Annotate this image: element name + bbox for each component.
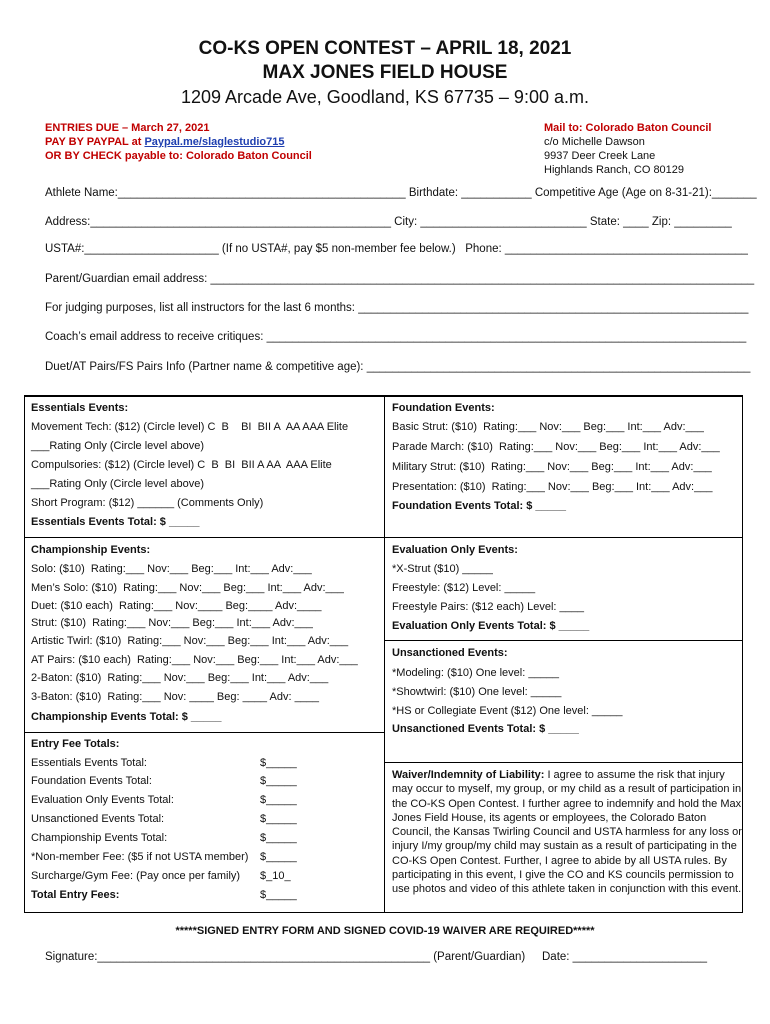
- date-line[interactable]: Date: _____________________: [542, 951, 707, 963]
- fee-value[interactable]: $_10_: [260, 870, 291, 882]
- foundation-line[interactable]: Presentation: ($10) Rating:___ Nov:___ Beg:___ Int:___ Adv:___: [392, 481, 713, 493]
- fee-label: *Non-member Fee: ($5 if not USTA member): [31, 851, 249, 863]
- essentials-total[interactable]: Essentials Events Total: $ _____: [31, 516, 200, 528]
- instructors-line[interactable]: For judging purposes, list all instructors for the last 6 months: _____________________________________________________________: [45, 302, 749, 314]
- foundation-heading: Foundation Events:: [392, 402, 495, 414]
- championship-line[interactable]: 3-Baton: ($10) Rating:___ Nov: ____ Beg: ____ Adv: ____: [31, 691, 320, 703]
- mail-line-1: c/o Michelle Dawson: [544, 136, 645, 148]
- championship-line[interactable]: Strut: ($10) Rating:___ Nov:___ Beg:___ Int:___ Adv:___: [31, 617, 313, 629]
- events-box-left: [24, 395, 25, 913]
- championship-line[interactable]: Duet: ($10 each) Rating:___ Nov:____ Beg:____ Adv:____: [31, 600, 322, 612]
- fee-label: Unsanctioned Events Total:: [31, 813, 165, 825]
- fee-value[interactable]: $_____: [260, 813, 297, 825]
- usta-line[interactable]: USTA#:_____________________ (If no USTA#, pay $5 non-member fee below.) Phone: ______________________________________: [45, 243, 748, 255]
- waiver-text: [392, 768, 742, 897]
- partner-info-line[interactable]: Duet/AT Pairs/FS Pairs Info (Partner name & competitive age): ____________________________________________________________: [45, 361, 751, 373]
- events-box-divider: [384, 395, 385, 912]
- foundation-line[interactable]: Basic Strut: ($10) Rating:___ Nov:___ Beg:___ Int:___ Adv:___: [392, 421, 704, 433]
- required-notice: *****SIGNED ENTRY FORM AND SIGNED COVID-19 WAIVER ARE REQUIRED*****: [175, 925, 595, 937]
- championship-line[interactable]: 2-Baton: ($10) Rating:___ Nov:___ Beg:___ Int:___ Adv:___: [31, 672, 329, 684]
- events-box-top: [24, 395, 742, 397]
- page-title: CO-KS OPEN CONTEST – APRIL 18, 2021: [198, 38, 572, 59]
- fee-label: Essentials Events Total:: [31, 757, 147, 769]
- paypal-prefix: PAY BY PAYPAL at: [45, 136, 145, 148]
- mail-line-2: 9937 Deer Creek Lane: [544, 150, 656, 162]
- events-box-bottom: [24, 912, 743, 913]
- row-divider-right-2: [384, 640, 742, 641]
- championship-heading: Championship Events:: [31, 544, 151, 556]
- paypal-line: [45, 136, 284, 148]
- fee-label: Foundation Events Total:: [31, 775, 152, 787]
- mail-heading: Mail to: Colorado Baton Council: [544, 122, 712, 134]
- fee-value[interactable]: $_____: [260, 757, 297, 769]
- foundation-line[interactable]: Military Strut: ($10) Rating:___ Nov:___ Beg:___ Int:___ Adv:___: [392, 461, 712, 473]
- essentials-line[interactable]: Compulsories: ($12) (Circle level) C B BI BII A AA AAA Elite: [31, 459, 332, 471]
- check-line: OR BY CHECK payable to: Colorado Baton Council: [45, 150, 312, 162]
- essentials-line[interactable]: ___Rating Only (Circle level above): [31, 478, 205, 490]
- fee-value[interactable]: $_____: [260, 794, 297, 806]
- fee-label: Surcharge/Gym Fee: (Pay once per family): [31, 870, 241, 882]
- signature-line[interactable]: Signature:____________________________________________________ (Parent/Guardian): [45, 951, 526, 963]
- foundation-total[interactable]: Foundation Events Total: $ _____: [392, 500, 566, 512]
- venue-address: 1209 Arcade Ave, Goodland, KS 67735 – 9:00 a.m.: [181, 87, 589, 107]
- athlete-name-line[interactable]: Athlete Name:_____________________________________________ Birthdate: ___________ Competitive Age (Age on 8-31-21):_______: [45, 187, 757, 199]
- fee-value[interactable]: $_____: [260, 851, 297, 863]
- paypal-link[interactable]: Paypal.me/slaglestudio715: [144, 136, 285, 148]
- unsanctioned-line[interactable]: *Showtwirl: ($10) One level: _____: [392, 686, 562, 698]
- waiver-heading: Waiver/Indemnity of Liability:: [392, 769, 545, 781]
- essentials-line[interactable]: Short Program: ($12) ______ (Comments Only): [31, 497, 264, 509]
- evaluation-heading: Evaluation Only Events:: [392, 544, 518, 556]
- championship-line[interactable]: AT Pairs: ($10 each) Rating:___ Nov:___ Beg:___ Int:___ Adv:___: [31, 654, 358, 666]
- essentials-line[interactable]: ___Rating Only (Circle level above): [31, 440, 205, 452]
- fees-heading: Entry Fee Totals:: [31, 738, 120, 750]
- unsanctioned-line[interactable]: *Modeling: ($10) One level: _____: [392, 667, 559, 679]
- total-fees-label: Total Entry Fees:: [31, 889, 120, 901]
- fee-value[interactable]: $_____: [260, 775, 297, 787]
- waiver-body: I agree to assume the risk that injury may occur to myself, my group, or my child as a result of participation in the CO-KS Open Contest. I further agree to indemnify and hold the Max Jones Field House, its agents or employees, the Colorado Baton Council, the Kansas Twirling Council and USTA harmless for any loss or injury I/my group/my child may sustain as a result of participating in the CO-KS Open Contest. Further, I agree to abide by all USTA rules. By participating in this event, I give the CO and KS councils permission to use photos and video of this athlete taken in conjunction with this event.: [392, 769, 742, 896]
- unsanctioned-total[interactable]: Unsanctioned Events Total: $ _____: [392, 723, 579, 735]
- championship-line[interactable]: Men’s Solo: ($10) Rating:___ Nov:___ Beg:___ Int:___ Adv:___: [31, 582, 344, 594]
- venue-title: MAX JONES FIELD HOUSE: [262, 62, 508, 83]
- unsanctioned-line[interactable]: *HS or Collegiate Event ($12) One level: _____: [392, 705, 623, 717]
- fee-label: Championship Events Total:: [31, 832, 168, 844]
- fee-label: Evaluation Only Events Total:: [31, 794, 174, 806]
- evaluation-total[interactable]: Evaluation Only Events Total: $ _____: [392, 620, 590, 632]
- evaluation-line[interactable]: *X-Strut ($10) _____: [392, 563, 493, 575]
- foundation-line[interactable]: Parade March: ($10) Rating:___ Nov:___ Beg:___ Int:___ Adv:___: [392, 441, 720, 453]
- events-box-right: [742, 395, 743, 913]
- parent-email-line[interactable]: Parent/Guardian email address: _____________________________________________________________________________________: [45, 273, 755, 285]
- championship-line[interactable]: Artistic Twirl: ($10) Rating:___ Nov:___ Beg:___ Int:___ Adv:___: [31, 635, 349, 647]
- evaluation-line[interactable]: Freestyle: ($12) Level: _____: [392, 582, 536, 594]
- row-divider-left-2: [24, 732, 384, 733]
- total-fees-value[interactable]: $_____: [260, 889, 297, 901]
- coach-email-line[interactable]: Coach’s email address to receive critiques: ___________________________________________________________________________: [45, 331, 747, 343]
- unsanctioned-heading: Unsanctioned Events:: [392, 647, 508, 659]
- entries-due: ENTRIES DUE – March 27, 2021: [45, 122, 210, 134]
- row-divider-right-3: [384, 762, 742, 763]
- address-line[interactable]: Address:_______________________________________________ City: __________________________ State: ____ Zip: _________: [45, 216, 732, 228]
- championship-total[interactable]: Championship Events Total: $ _____: [31, 711, 222, 723]
- row-divider-1: [24, 537, 742, 538]
- evaluation-line[interactable]: Freestyle Pairs: ($12 each) Level: ____: [392, 601, 584, 613]
- championship-line[interactable]: Solo: ($10) Rating:___ Nov:___ Beg:___ Int:___ Adv:___: [31, 563, 312, 575]
- fee-value[interactable]: $_____: [260, 832, 297, 844]
- essentials-heading: Essentials Events:: [31, 402, 129, 414]
- mail-line-3: Highlands Ranch, CO 80129: [544, 164, 685, 176]
- essentials-line[interactable]: Movement Tech: ($12) (Circle level) C B BI BII A AA AAA Elite: [31, 421, 349, 433]
